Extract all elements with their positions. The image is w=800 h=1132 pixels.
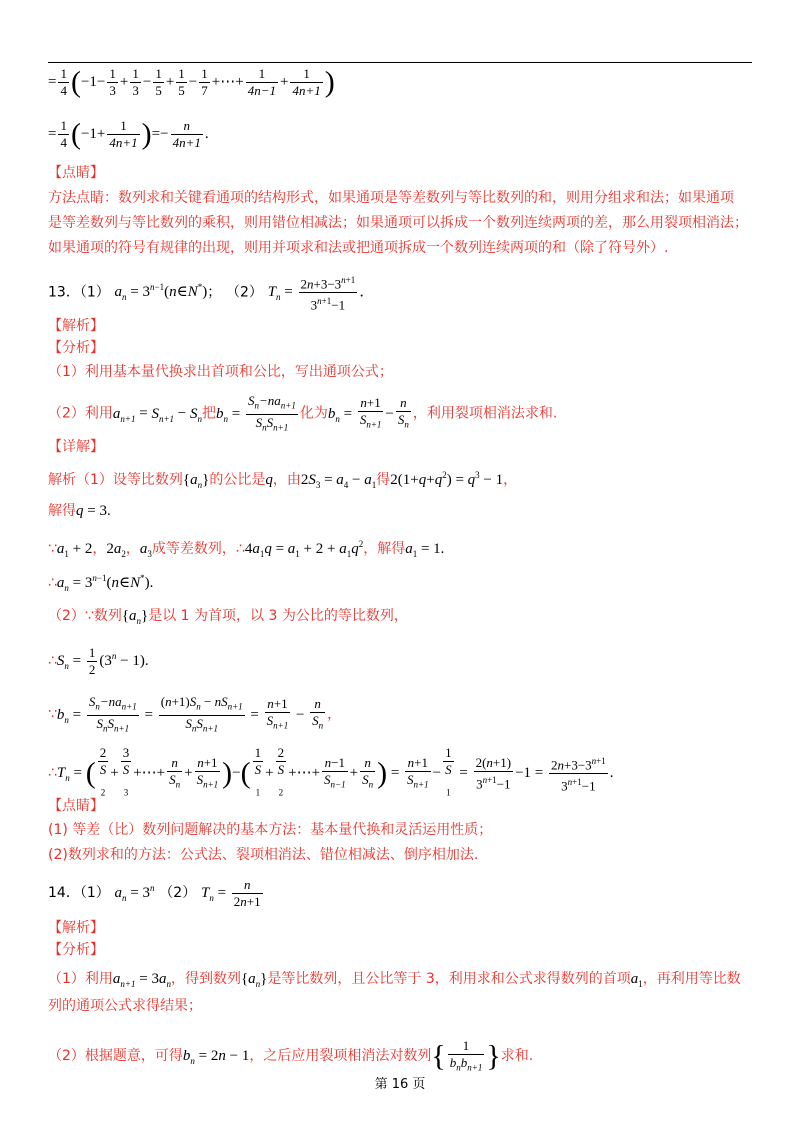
- q13-fenxi-1: （1）利用基本量代换求出首项和公比，写出通项公式；: [48, 364, 393, 380]
- q13-answer: 13．（1） $a_n$ = $3^{n-1}(n\in N^*)$； （2） $T_n$ = $\frac{2n+3-3^{n+1}}{3^{n+1}-1}$ .: [48, 272, 364, 314]
- tip2-p2: (2)数列求和的方法：公式法、裂项相消法、错位相减法、倒序相加法.: [48, 847, 479, 863]
- tip2-p1: (1) 等差（比）数列问题解决的基本方法：基本量代换和灵活运用性质；: [48, 822, 493, 838]
- q14-fenxi-heading: 【分析】: [48, 942, 104, 958]
- q13-fenxi-2: （2）利用$a_{n+1} = S_{n+1} - S_n$把$b_n$ = $S_n-na_{n+1}$ $S_nS_{n+1}$ 化为$b_n$ = $\frac{n+1}{S_{n+1}}$ − $\frac{n}{S_n}$ ，利用裂项相消法求和.: [48, 393, 558, 433]
- q13-detail-2: 解得q = 3.: [48, 503, 111, 519]
- tip1-heading: 【点睛】: [48, 165, 104, 181]
- q14-analysis-heading: 【解析】: [48, 920, 104, 936]
- q13-detail-8: $\therefore T_n$ = ( 2 S $_2$+ 3 S $_3$+⋯+ $\frac{n}{S_n}$ + $\frac{n+1}{S_{n+1}}$ )−( 1 S $_1$+ 2 S $_2$+⋯+ $\frac{n-1}{S_{n-1}}$ + $\frac{n}{S_n}$ ) = $\frac{n+1}{S_{n+1}}$ − 1 S $_1$ = $\frac{2(n+1)}{3^{n+1}-1}$ −1 = $\frac{2n+3-3^{n+1}}{3^{n+1}-1}$ .: [48, 745, 614, 798]
- math-line-1: = $\frac{1}{4}$ (−1− $\frac{1}{3}$ + $\frac{1}{3}$ − $\frac{1}{5}$ + $\frac{1}{5}$ − $\frac{1}{7}$ +⋯+ $\frac{1}{4n-1}$ + $\frac{1}{4n+1}$ ): [48, 65, 335, 99]
- q13-detail-6: $\therefore S_n$ = $\frac{1}{2}$ $(3^n - 1)$.: [48, 645, 149, 677]
- q13-detail-1: 解析（1）设等比数列$\{a_n\}$的公比是q，由$2S_3 = a_4 - a_1$得$2(1+q+q^2) = q^3 - 1$，: [48, 470, 518, 490]
- tip1-p2: 是等差数列与等比数列的乘积，则用错位相减法；如果通项可以拆成一个数列连续两项的差，那么用裂项相消法；: [48, 215, 748, 231]
- q13-detail-7: $\because b_n$ = $S_n-na_{n+1}$ $S_nS_{n+1}$ = $(n+1)S_n - nS_{n+1}$ $S_nS_{n+1}$ = $\frac{n+1}{S_{n+1}}$ − $\frac{n}{S_n}$ ，: [48, 694, 342, 734]
- math-line-2: = $\frac{1}{4}$ (−1+ $\frac{1}{4n+1}$ )=− $\frac{n}{4n+1}$ .: [48, 117, 209, 151]
- tip1-p3: 如果通项的符号有规律的出现，则用并项求和法或把通项拆成一个数列连续两项的和（除了符号外）.: [48, 240, 669, 256]
- q13-detail-3: $\because a_1 + 2$，$2a_2$，$a_3$成等差数列，$\therefore 4a_1q = a_1 + 2 + a_1q^2$，解得$a_1 = 1$.: [48, 539, 445, 559]
- q13-fenxi-heading: 【分析】: [48, 340, 104, 356]
- q14-fenxi-2: （2）根据题意，可得$b_n = 2n - 1$，之后应用裂项相消法对数列{ 1 $b_nb_{n+1}$ }求和.: [48, 1038, 534, 1073]
- tip2-heading: 【点睛】: [48, 798, 104, 814]
- tip1-p1: 方法点睛：数列求和关键看通项的结构形式，如果通项是等差数列与等比数列的和，则用分组求和法；如果通项: [48, 190, 734, 206]
- q13-detail-5: （2）∵数列$\{a_n\}$是以 1 为首项，以 3 为公比的等比数列，: [48, 608, 408, 626]
- page-footer: 第 16 页: [374, 1077, 426, 1092]
- q14-answer: 14．（1） $a_n = 3^n$ （2） $T_n$ = $\frac{n}{2n+1}$: [48, 877, 261, 909]
- q13-analysis-heading: 【解析】: [48, 318, 104, 334]
- q13-detail-heading: 【详解】: [48, 439, 104, 455]
- q14-fenxi-1b: 列的通项公式求得结果；: [48, 998, 202, 1014]
- q14-fenxi-1: （1）利用$a_{n+1} = 3a_n$，得到数列$\{a_n\}$是等比数列，且公比等于 3，利用求和公式求得数列的首项$a_1$，再利用等比数: [48, 971, 741, 989]
- top-rule: [48, 62, 752, 63]
- q13-detail-4: $\therefore a_n$ = $3^{n-1}(n\in N^*)$.: [48, 573, 154, 593]
